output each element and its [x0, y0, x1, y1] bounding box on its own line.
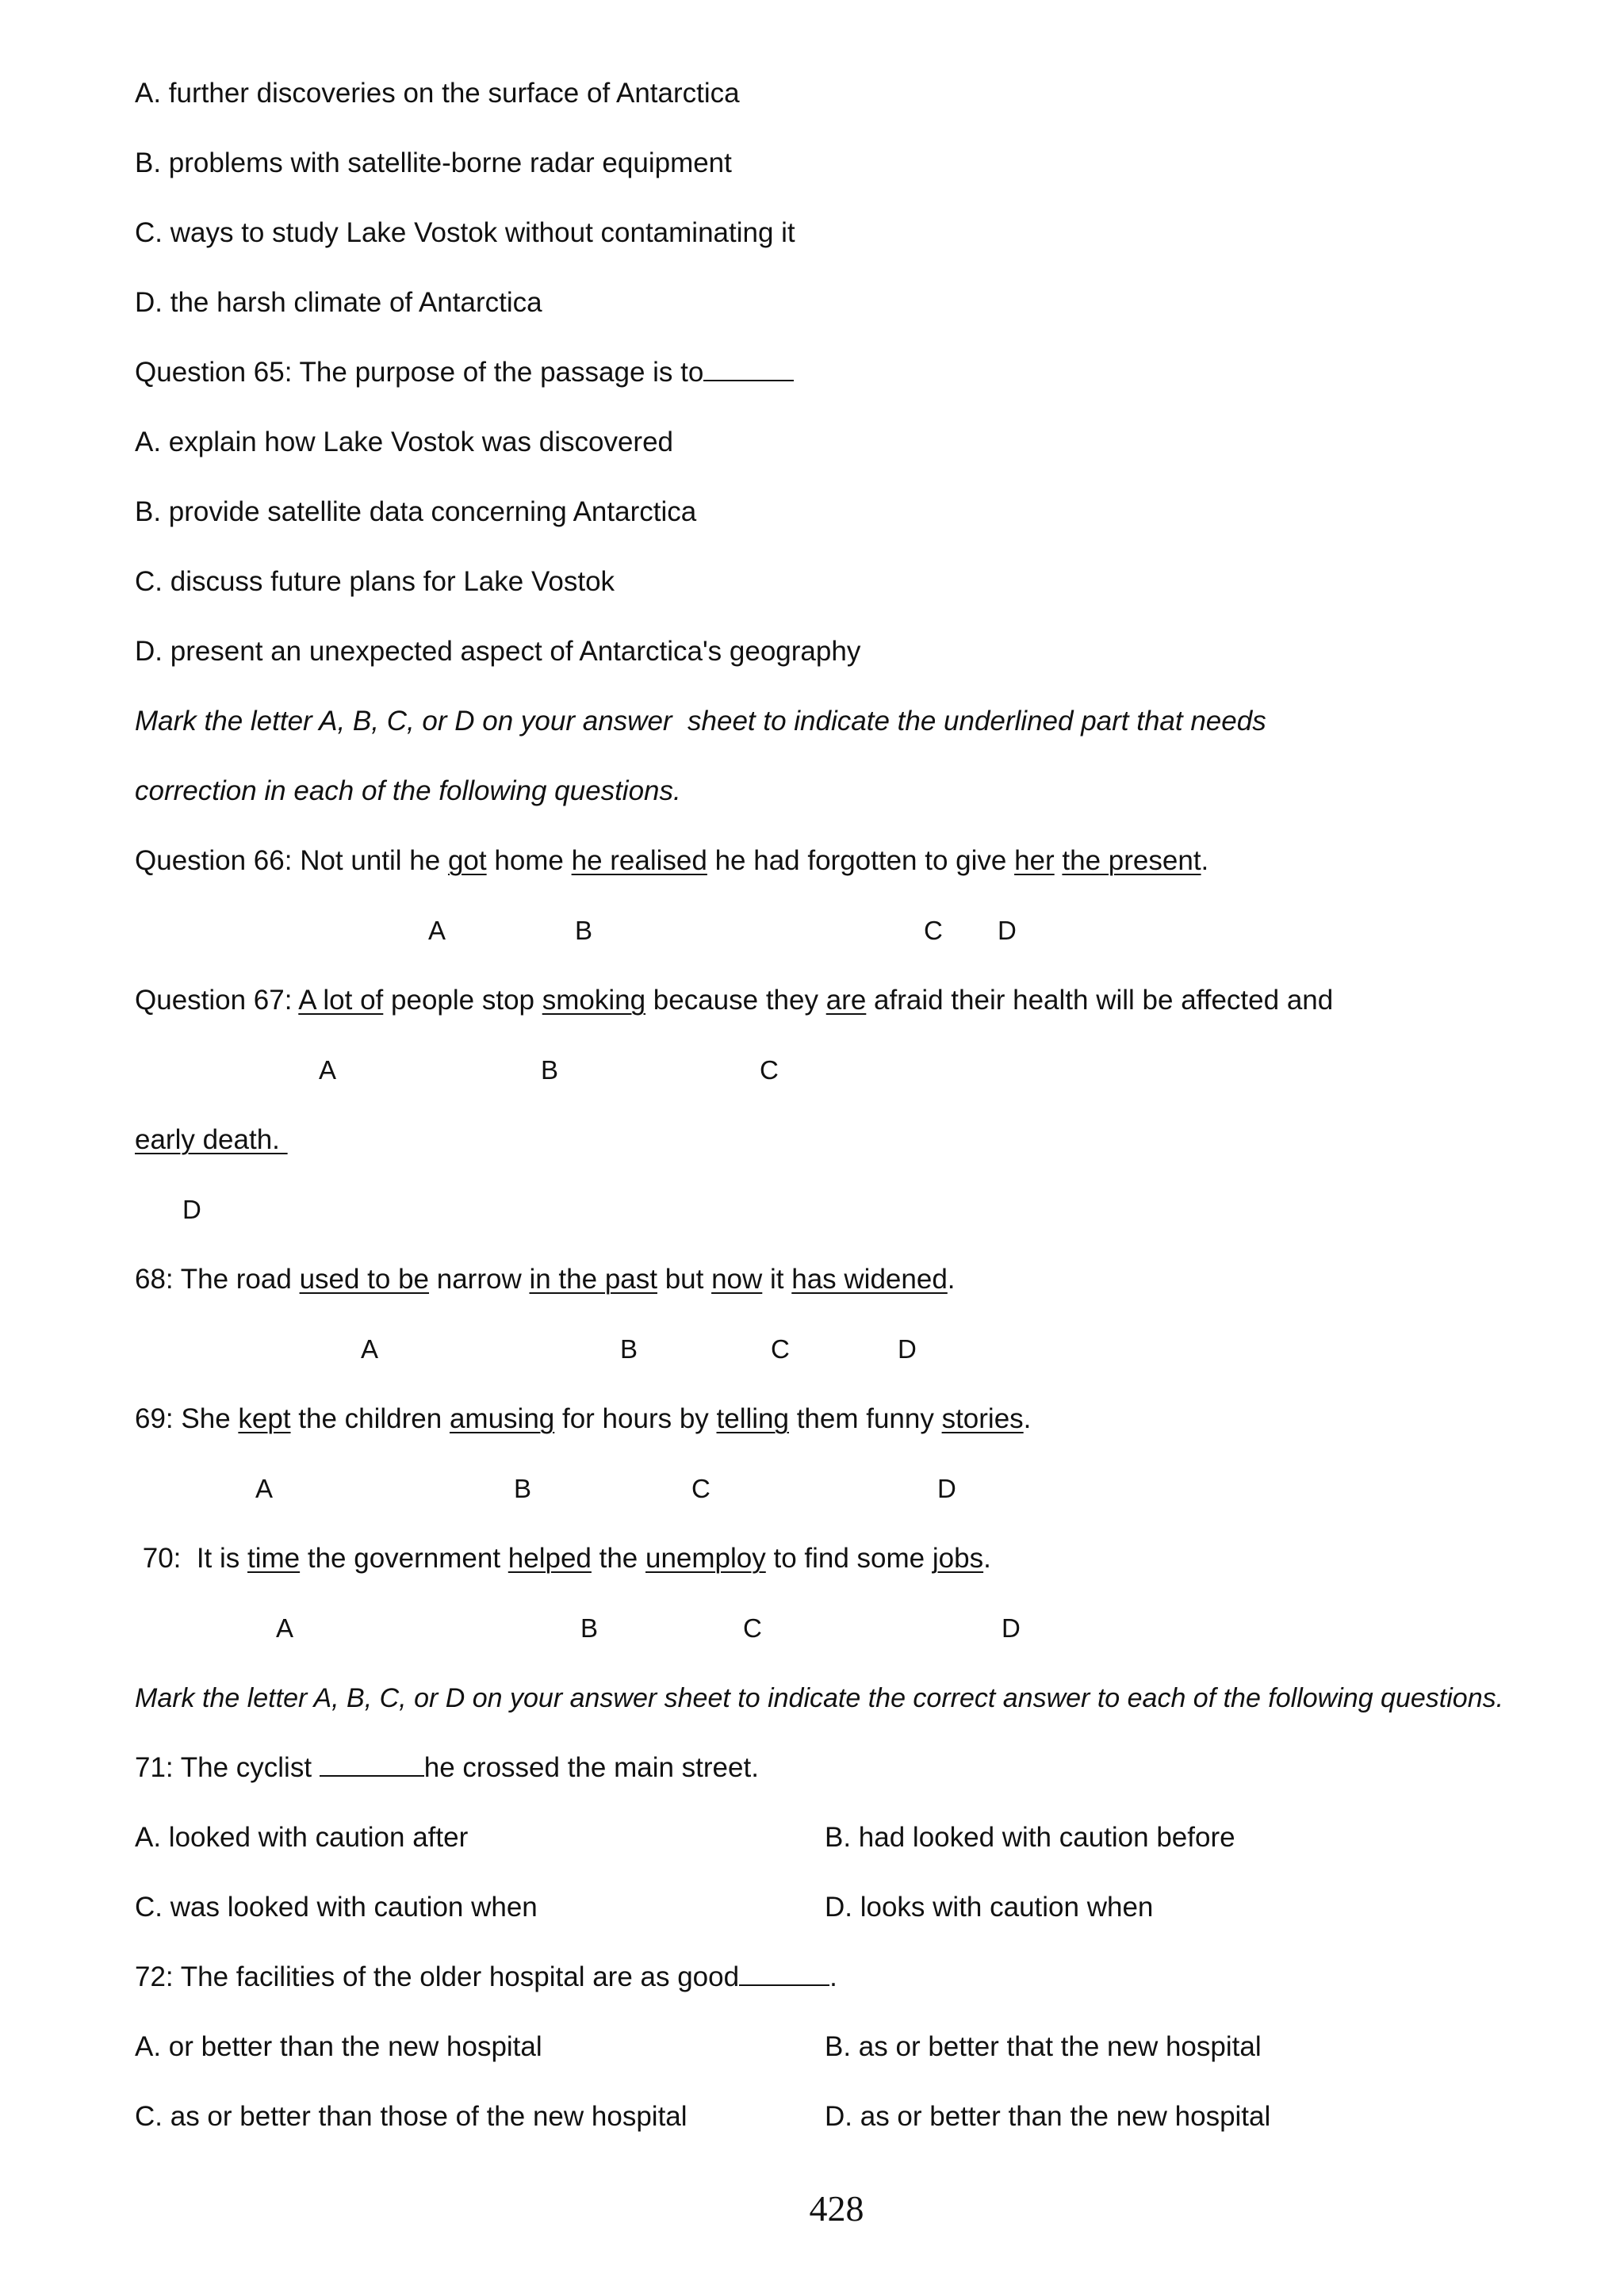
q65-stem	[135, 355, 794, 390]
instruction-error-line1: Mark the letter A, B, C, or D on your answer sheet to indicate the underlined part that needs	[135, 706, 1266, 737]
q67-underlined-a: A lot of	[298, 985, 384, 1016]
instruction-error-line2: correction in each of the following questions.	[135, 775, 681, 806]
q69-label-a: A	[255, 1474, 274, 1503]
q69-label-c: C	[691, 1474, 710, 1503]
q70-label-d: D	[1002, 1613, 1021, 1643]
q66-text-5: .	[1201, 845, 1209, 876]
q67-text-3: because they	[645, 985, 826, 1016]
q67-text-1: Question 67:	[135, 985, 299, 1016]
q64-option-d: D. the harsh climate of Antarctica	[135, 287, 542, 318]
q71-option-b: B. had looked with caution before	[825, 1822, 1235, 1853]
q70-label-a: A	[276, 1613, 294, 1643]
q67-label-c: C	[760, 1055, 779, 1085]
q66-text-1: Question 66: Not until he	[135, 845, 448, 876]
q71-option-c: C. was looked with caution when	[135, 1892, 538, 1923]
q70-underlined-a: time	[247, 1543, 301, 1574]
q69-underlined-b: amusing	[449, 1403, 555, 1434]
q66-underlined-a: got	[447, 845, 487, 876]
q67-sentence	[135, 983, 1333, 1018]
q66-text-4	[1055, 845, 1063, 876]
q70-text-2: the government	[300, 1543, 508, 1574]
answer-blank	[739, 1961, 829, 1986]
q68-text-2: narrow	[429, 1264, 530, 1295]
q65-option-d: D. present an unexpected aspect of Antarctica's geography	[135, 636, 861, 667]
q70-text-1: 70: It is	[135, 1543, 247, 1574]
q68-label-c: C	[771, 1334, 790, 1364]
q66-label-d: D	[998, 916, 1017, 945]
q66-underlined-d: the present	[1062, 845, 1201, 876]
q67-label-d: D	[182, 1195, 201, 1224]
q69-text-2: the children	[290, 1403, 450, 1434]
q72-option-b: B. as or better that the new hospital	[825, 2031, 1262, 2062]
q64-option-b: B. problems with satellite-borne radar equipment	[135, 147, 732, 178]
q70-underlined-c: unemploy	[645, 1543, 766, 1574]
q68-text-5: .	[947, 1264, 956, 1295]
q72-option-c: C. as or better than those of the new hospital	[135, 2101, 688, 2132]
q68-label-b: B	[620, 1334, 638, 1364]
q68-text-1: 68: The road	[135, 1264, 300, 1295]
q67-text-2: people stop	[383, 985, 542, 1016]
q70-sentence	[135, 1541, 991, 1576]
q70-underlined-b: helped	[508, 1543, 592, 1574]
answer-blank	[320, 1751, 424, 1777]
q72-stem-text-2: .	[829, 1961, 837, 1992]
q65-option-b: B. provide satellite data concerning Antarctica	[135, 496, 697, 527]
q70-text-4: to find some	[765, 1543, 933, 1574]
q66-underlined-c: her	[1014, 845, 1055, 876]
q71-stem-text-1: 71: The cyclist	[135, 1752, 320, 1783]
q69-text-4: them funny	[788, 1403, 942, 1434]
q67-text-4: afraid their health will be affected and	[866, 985, 1334, 1016]
q66-sentence	[135, 844, 1208, 878]
q70-label-b: B	[580, 1613, 599, 1643]
q66-text-3: he had forgotten to give	[707, 845, 1015, 876]
q71-option-a: A. looked with caution after	[135, 1822, 469, 1853]
q69-label-d: D	[937, 1474, 956, 1503]
q65-option-a: A. explain how Lake Vostok was discovered	[135, 427, 673, 457]
q68-text-3: but	[657, 1264, 712, 1295]
q67-label-a: A	[319, 1055, 337, 1085]
q68-text-4: it	[762, 1264, 792, 1295]
q66-label-b: B	[575, 916, 593, 945]
q69-text-5: .	[1023, 1403, 1032, 1434]
q69-text-3: for hours by	[554, 1403, 717, 1434]
q70-text-5: .	[983, 1543, 991, 1574]
q67-label-b: B	[541, 1055, 559, 1085]
q72-option-a: A. or better than the new hospital	[135, 2031, 542, 2062]
q70-label-c: C	[743, 1613, 762, 1643]
q70-text-3: the	[591, 1543, 645, 1574]
q68-underlined-c: now	[711, 1264, 763, 1295]
q68-underlined-d: has widened	[791, 1264, 948, 1295]
q66-text-2: home	[486, 845, 572, 876]
q69-sentence	[135, 1402, 1031, 1437]
page-number: 428	[809, 2188, 864, 2229]
q72-stem	[135, 1960, 837, 1995]
q67-underlined-c: are	[825, 985, 867, 1016]
q67-continuation	[135, 1123, 288, 1158]
q66-underlined-b: he realised	[571, 845, 707, 876]
q67-underlined-b: smoking	[542, 985, 646, 1016]
q68-underlined-a: used to be	[299, 1264, 430, 1295]
q69-underlined-d: stories	[941, 1403, 1024, 1434]
q67-underlined-d: early death.	[135, 1124, 288, 1155]
q72-stem-text-1: 72: The facilities of the older hospital are as good	[135, 1961, 740, 1992]
q69-underlined-c: telling	[716, 1403, 789, 1434]
q69-underlined-a: kept	[238, 1403, 291, 1434]
q68-label-a: A	[361, 1334, 379, 1364]
q68-label-d: D	[898, 1334, 917, 1364]
q65-stem-text: Question 65: The purpose of the passage is to	[135, 357, 704, 388]
q68-sentence	[135, 1262, 956, 1297]
q71-option-d: D. looks with caution when	[825, 1892, 1154, 1923]
q66-label-a: A	[428, 916, 446, 945]
q69-text-1: 69: She	[135, 1403, 239, 1434]
q70-underlined-d: jobs	[932, 1543, 984, 1574]
q64-option-a: A. further discoveries on the surface of Antarctica	[135, 78, 740, 109]
q64-option-c: C. ways to study Lake Vostok without contaminating it	[135, 217, 795, 248]
answer-blank	[703, 356, 794, 381]
q69-label-b: B	[514, 1474, 532, 1503]
q66-label-c: C	[924, 916, 943, 945]
q71-stem	[135, 1751, 759, 1785]
q71-stem-text-2: he crossed the main street.	[423, 1752, 759, 1783]
instruction-correct: Mark the letter A, B, C, or D on your answer sheet to indicate the correct answer to each of the following questions.	[135, 1683, 1504, 1713]
q72-option-d: D. as or better than the new hospital	[825, 2101, 1271, 2132]
q65-option-c: C. discuss future plans for Lake Vostok	[135, 566, 615, 597]
q68-underlined-b: in the past	[529, 1264, 657, 1295]
